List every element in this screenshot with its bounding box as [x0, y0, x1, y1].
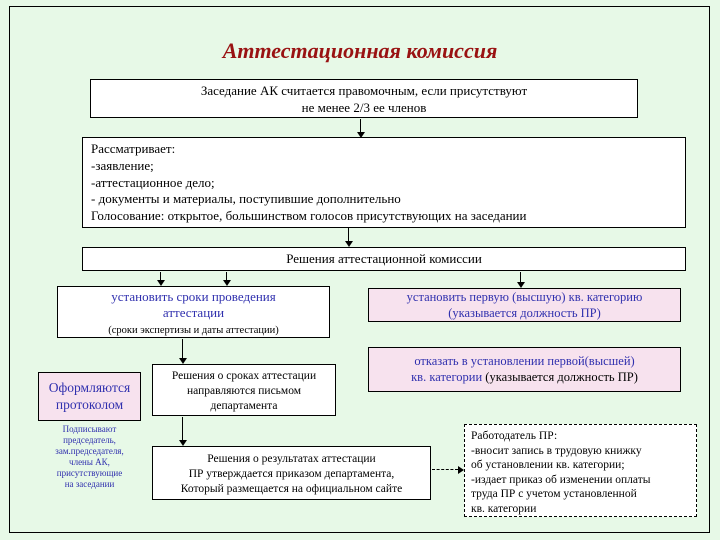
arrow-letter-to-results	[182, 417, 183, 440]
text-line: присутствующие	[56, 468, 123, 478]
arrow-decisions-to-terms-2	[226, 272, 227, 280]
results-order-box	[152, 446, 431, 500]
text-line: протоколом	[55, 397, 124, 412]
quorum-box	[90, 79, 638, 118]
text-line: об установлении кв. категории;	[471, 459, 625, 472]
arrow-decisions-to-terms-1	[160, 272, 161, 280]
text-line: установить сроки проведения	[111, 289, 276, 304]
arrow-decisions-to-grant	[520, 272, 521, 282]
text-line: -издает приказ об изменении оплаты	[471, 473, 651, 486]
considers-box	[82, 137, 686, 228]
text-line	[369, 370, 680, 386]
text-line: Решения о сроках аттестации	[171, 370, 317, 382]
text-line: Решения о результатах аттестации	[207, 453, 376, 465]
arrow-terms-to-letter	[182, 339, 183, 358]
text-line: Который размещается на официальном сайте	[180, 483, 403, 495]
text-line: Рассматривает:	[91, 141, 176, 156]
grant-category-box	[368, 288, 681, 322]
text-line: Заседание АК считается правомочным, если присутствуют	[200, 83, 528, 98]
protocol-box	[38, 372, 141, 421]
decisions-box	[82, 247, 686, 271]
dashed-arrow-results-to-employer	[432, 469, 458, 470]
text-line: кв. категории	[471, 502, 537, 515]
refuse-category-box	[368, 347, 681, 392]
text-line: председатель,	[63, 435, 116, 445]
text-line: направляются письмом	[186, 385, 302, 397]
text-line: Оформляются	[48, 380, 131, 395]
text-line: -аттестационное дело;	[91, 174, 215, 190]
protocol-note	[28, 424, 151, 490]
text-line: на заседании	[64, 479, 115, 489]
text-fragment: кв. категории	[411, 369, 483, 384]
text-line: труда ПР с учетом установленной	[471, 488, 637, 501]
terms-subtitle: (сроки экспертизы и даты аттестации)	[108, 325, 279, 336]
text-line: - документы и материалы, поступившие дополнительно	[91, 191, 401, 207]
text-line: не менее 2/3 ее членов	[301, 100, 427, 115]
page-title: Аттестационная комиссия	[222, 38, 498, 63]
text-line: Голосование: открытое, большинством голосов присутствующих на заседании	[91, 208, 527, 224]
text-line: Решения аттестационной комиссии	[286, 251, 482, 266]
employer-box	[464, 424, 697, 517]
text-line: ПР утверждается приказом департамента,	[188, 468, 395, 480]
text-line: Работодатель ПР:	[471, 430, 558, 442]
text-line: -заявление;	[91, 157, 154, 173]
text-line: члены АК,	[69, 457, 110, 467]
text-line: зам.председателя,	[55, 446, 124, 456]
text-fragment: (указывается должность ПР)	[482, 369, 638, 384]
arrow-quorum-to-considers	[360, 119, 361, 132]
text-line: Подписывают	[62, 424, 117, 434]
terms-letter-box	[152, 364, 336, 416]
text-line: отказать в установлении первой(высшей)	[414, 354, 635, 368]
arrow-considers-to-decisions	[348, 228, 349, 241]
text-line: -вносит запись в трудовую книжку	[471, 444, 642, 457]
text-line: установить первую (высшую) кв. категорию	[406, 290, 643, 304]
text-line: (указывается должность ПР)	[448, 305, 601, 320]
text-line: аттестации	[162, 305, 225, 320]
terms-box	[57, 286, 330, 338]
text-line: департамента	[210, 400, 278, 412]
